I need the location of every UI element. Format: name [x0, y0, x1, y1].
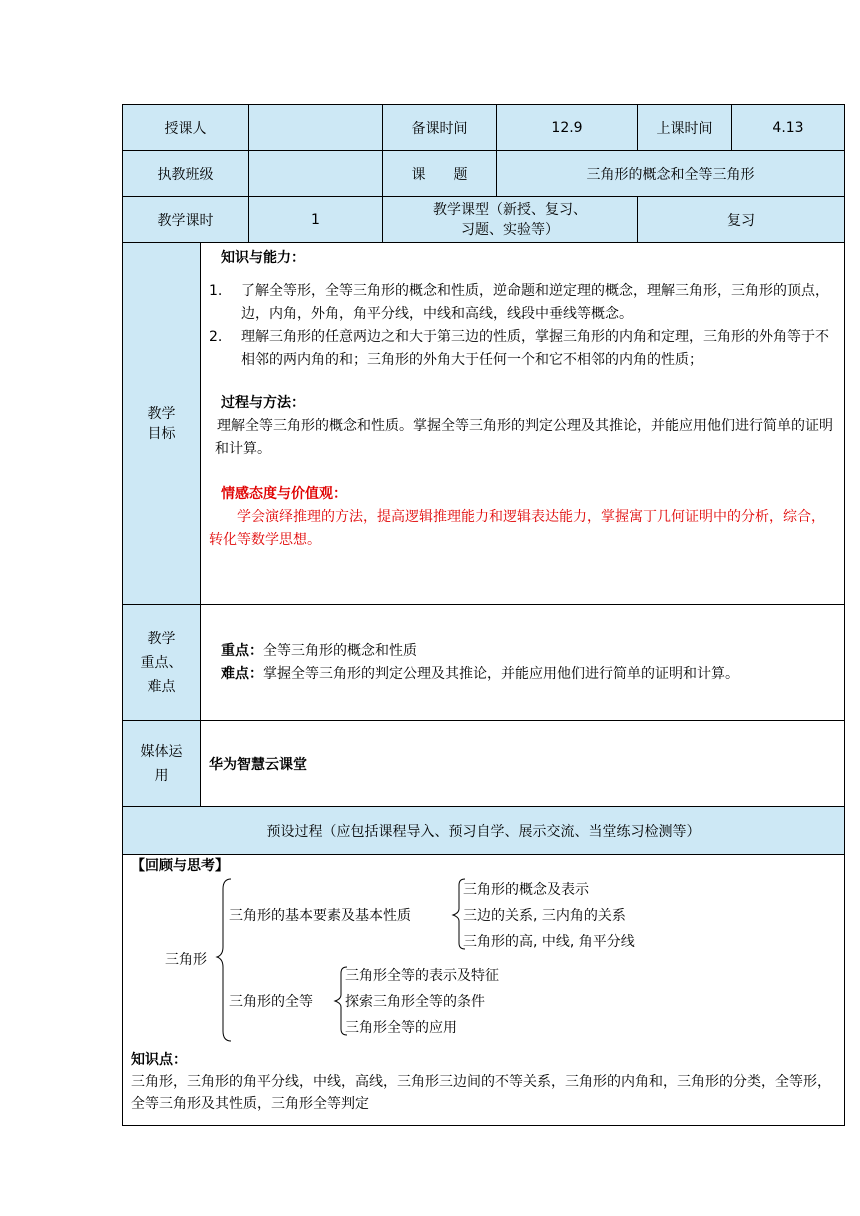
concept-leaf: 三边的关系, 三内角的关系: [463, 908, 626, 924]
media-value[interactable]: 华为智慧云课堂: [201, 721, 845, 807]
hours-label: 教学课时: [123, 197, 249, 243]
prep-time-label: 备课时间: [383, 105, 497, 151]
row-objectives: [123, 243, 845, 605]
process-heading-cell: 预设过程（应包括课程导入、预习自学、展示交流、当堂练习检测等）: [123, 807, 845, 855]
lesson-type-value[interactable]: 复习: [638, 197, 845, 243]
objectives-label: [123, 243, 201, 605]
keypoints-label: [123, 605, 201, 721]
lesson-type-label-line1: 教学课型（新授、复习、: [433, 201, 587, 218]
difficult-point-text: 掌握全等三角形的判定公理及其推论，并能应用他们进行简单的证明和计算。: [263, 665, 739, 682]
objectives-label-line2: 目标: [147, 425, 176, 442]
ability-item-text: 理解三角形的任意两边之和大于第三边的性质，掌握三角形的内角和定理，三角形的外角等于不相邻的两内角的和；三角形的外角大于任何一个和它不相邻的内角的性质；: [241, 329, 829, 368]
row-review: [123, 855, 845, 1126]
concept-leaf: 探索三角形全等的条件: [345, 994, 485, 1010]
concept-leaf: 三角形全等的应用: [345, 1020, 457, 1036]
key-point-text: 全等三角形的概念和性质: [263, 642, 417, 659]
concept-leaf: 三角形全等的表示及特征: [345, 968, 499, 984]
knowledge-title: 知识点：: [131, 1052, 187, 1068]
media-label: [123, 721, 201, 807]
concept-root: 三角形: [165, 952, 207, 968]
lesson-type-label-line2: 习题、实验等）: [461, 221, 559, 238]
ability-item-number: 2.: [209, 329, 223, 345]
ability-item: [209, 326, 836, 372]
ability-heading: 知识与能力：: [221, 250, 305, 266]
class-time-value[interactable]: 4.13: [732, 105, 845, 151]
key-point-label: 重点：: [221, 642, 263, 659]
hours-value[interactable]: 1: [249, 197, 383, 243]
prep-time-value[interactable]: 12.9: [497, 105, 638, 151]
objectives-label-line1: 教学: [147, 405, 176, 422]
class-time-label: 上课时间: [638, 105, 732, 151]
lesson-plan-page: [122, 104, 844, 1126]
row-process-heading: [123, 807, 845, 855]
row-hours: [123, 197, 845, 243]
process-text: 理解全等三角形的概念和性质。掌握全等三角形的判定公理及其推论，并能应用他们进行简单的证明和计算。: [215, 418, 833, 457]
row-media: [123, 721, 845, 807]
knowledge-text: 三角形，三角形的角平分线，中线，高线，三角形三边间的不等关系，三角形的内角和，三角形的分类，全等形，全等三角形及其性质，三角形全等判定: [131, 1074, 831, 1112]
media-label-line2: 用: [154, 767, 169, 784]
review-title: 【回顾与思考】: [131, 858, 229, 874]
difficult-point: [209, 663, 836, 686]
row-class: [123, 151, 845, 197]
process-heading: 过程与方法：: [221, 395, 305, 411]
lesson-type-label: [383, 197, 638, 243]
media-label-line1: 媒体运: [140, 743, 183, 760]
class-label: 执教班级: [123, 151, 249, 197]
difficult-point-label: 难点：: [221, 665, 263, 682]
ability-item: [209, 280, 836, 326]
ability-item-text: 了解全等形，全等三角形的概念和性质，逆命题和逆定理的概念，理解三角形，三角形的顶点，边，内角，外角，角平分线，中线和高线，线段中垂线等概念。: [241, 283, 829, 322]
objectives-content[interactable]: [201, 243, 845, 605]
root-brace: [217, 879, 231, 1041]
teacher-label: 授课人: [123, 105, 249, 151]
class-value[interactable]: [249, 151, 383, 197]
keypoints-label-line1: 教学: [147, 630, 176, 647]
teacher-value[interactable]: [249, 105, 383, 151]
keypoints-content[interactable]: [201, 605, 845, 721]
row-keypoints: [123, 605, 845, 721]
concept-leaf: 三角形的概念及表示: [463, 882, 589, 898]
concept-branch-1: 三角形的基本要素及基本性质: [229, 908, 411, 924]
row-teacher: [123, 105, 845, 151]
keypoints-label-line3: 难点: [147, 678, 176, 695]
topic-label: 课 题: [383, 151, 497, 197]
keypoints-label-line2: 重点、: [140, 654, 183, 671]
key-point: [209, 640, 836, 663]
concept-leaf: 三角形的高, 中线, 角平分线: [463, 934, 635, 950]
review-content[interactable]: [123, 855, 845, 1126]
concept-branch-2: 三角形的全等: [229, 994, 313, 1010]
attitude-text: 学会演绎推理的方法，提高逻辑推理能力和逻辑表达能力，掌握寓丁几何证明中的分析，综合，转化等数学思想。: [209, 509, 825, 548]
attitude-heading: 情感态度与价值观：: [221, 486, 347, 502]
ability-item-number: 1.: [209, 283, 223, 299]
topic-value[interactable]: 三角形的概念和全等三角形: [497, 151, 845, 197]
lesson-plan-table: [122, 104, 845, 1126]
